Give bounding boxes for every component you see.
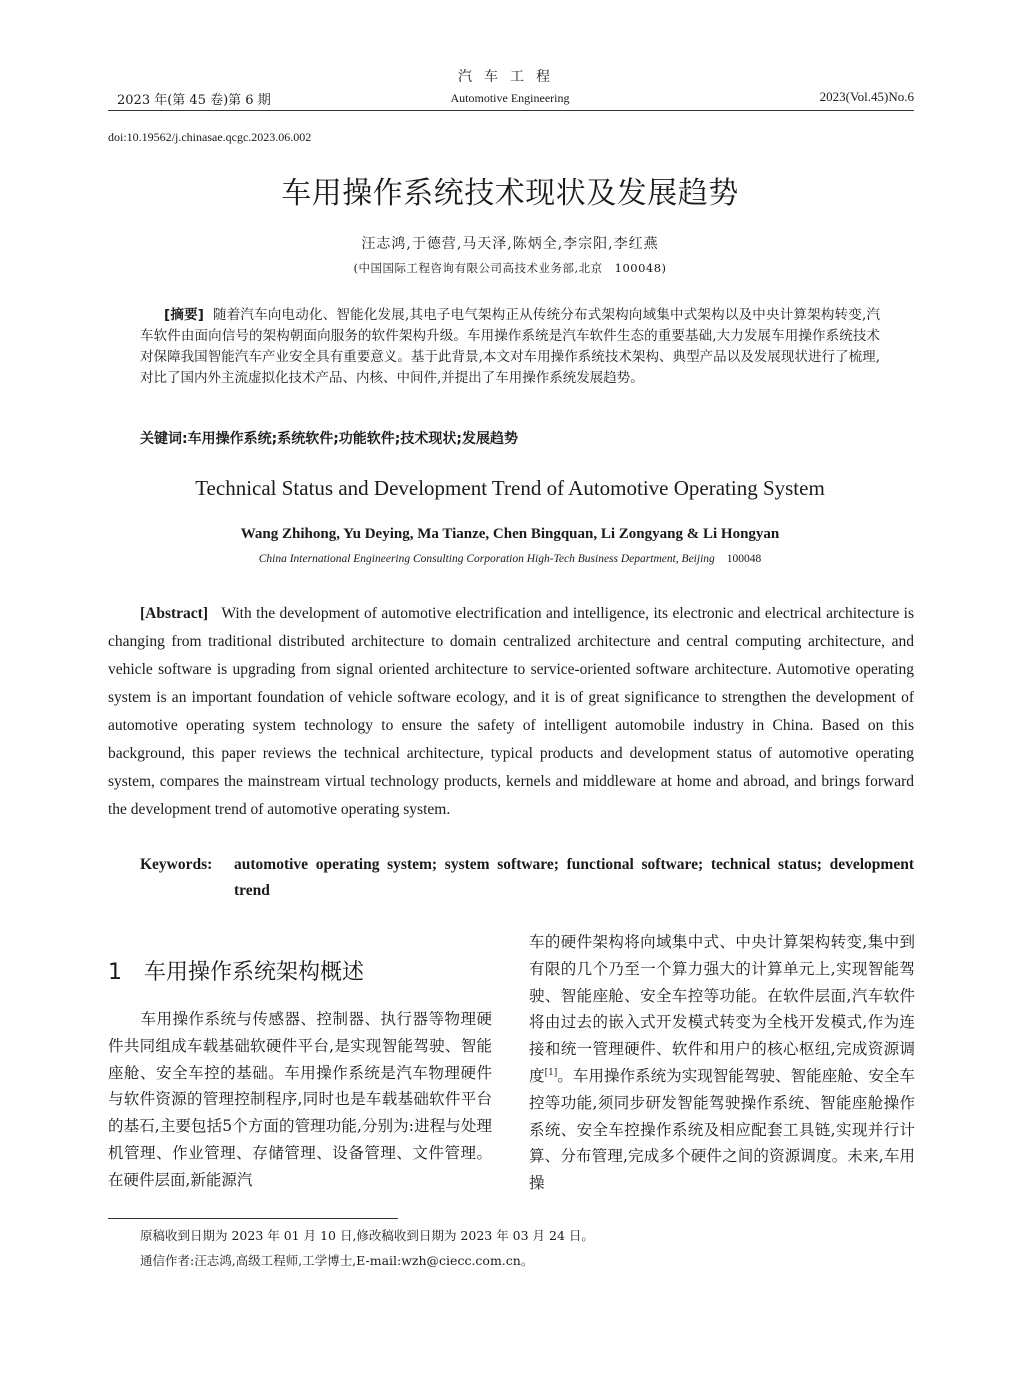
abstract-en [108,600,914,824]
body-column-left [108,1006,492,1194]
keywords-cn: 关键词:车用操作系统;系统软件;功能软件;技术现状;发展趋势 [140,431,518,447]
affiliation-cn: (中国国际工程咨询有限公司高技术业务部,北京 100048) [353,261,667,275]
keywords-en-text: automotive operating system; system software; functional software; technical status; development trend [234,856,914,899]
section-1-title: 车用操作系统架构概述 [144,960,365,985]
paper-title-cn: 车用操作系统技术现状及发展趋势 [281,176,739,211]
abstract-cn-label: [摘要] [164,307,204,323]
footnote-divider [108,1218,398,1219]
header-divider [108,110,914,111]
body-right-text-a: 车的硬件架构将向域集中式、中央计算架构转变,集中到有限的几个乃至一个算力强大的计算单元上,实现智能驾驶、智能座舱、安全车控等功能。在软件层面,汽车软件将由过去的嵌入式开发模式转变为全栈开发模式,作为连接和统一管理硬件、软件和用户的核心枢纽,完成资源调度 [529,933,915,1085]
abstract-cn [140,305,880,389]
body-column-right [529,929,915,1197]
paper-title-en: Technical Status and Development Trend of Automotive Operating System [195,476,825,500]
section-1-heading [108,955,364,986]
authors-en: Wang Zhihong, Yu Deying, Ma Tianze, Chen Bingquan, Li Zongyang & Li Hongyan [240,526,780,542]
affiliation-en-zip: 100048 [726,553,762,565]
issue-cn: 2023 年(第 45 卷)第 6 期 [117,93,271,108]
abstract-en-text: With the development of automotive electrification and intelligence, its electronic and electrical architecture is changing from traditional distributed architecture to domain centralized architecture and central computing architecture, and vehicle software is upgrading from signal oriented architecture to service-oriented software architecture. Automotive operating system is an important foundation of vehicle software ecology, and it is of great significance to strengthen the development of automotive operating system technology to ensure the safety of intelligent automobile industry in China. Based on this background, this paper reviews the technical architecture, typical products and development status of automotive operating system, compares the mainstream virtual technology products, kernels and middleware at home and abroad, and brings forward the development trend of automotive operating system. [108,605,915,818]
doi: doi:10.19562/j.chinasae.qcgc.2023.06.002 [108,130,312,144]
body-right-text-b: 。车用操作系统为实现智能驾驶、智能座舱、安全车控等功能,须同步研发智能驾驶操作系统、智能座舱操作系统、安全车控操作系统及相应配套工具链,实现并行计算、分布管理,完成多个硬件之间的资源调度。未来,车用操 [529,1066,915,1193]
abstract-en-label: [Abstract] [140,605,209,622]
keywords-en-label: Keywords: [140,856,213,873]
keywords-en [140,852,914,904]
footnote-received: 原稿收到日期为 2023 年 01 月 10 日,修改稿收到日期为 2023 年 03 月 24 日。 [140,1228,594,1243]
citation-1[interactable]: [1] [544,1067,558,1078]
journal-name-en: Automotive Engineering [450,91,570,105]
affiliation-en-text: China International Engineering Consulting Corporation High-Tech Business Department, Beijing [258,553,715,565]
section-1-number: 1 [108,960,122,985]
affiliation-en [0,553,1020,565]
authors-cn: 汪志鸿,于德营,马天泽,陈炳全,李宗阳,李红燕 [361,236,659,252]
issue-en: 2023(Vol.45)No.6 [819,89,914,104]
body-left-text: 车用操作系统与传感器、控制器、执行器等物理硬件共同组成车载基础软硬件平台,是实现智能驾驶、智能座舱、安全车控的基础。车用操作系统是汽车物理硬件与软件资源的管理控制程序,同时也是车载基础软件平台的基石,主要包括5个方面的管理功能,分别为:进程与处理机管理、作业管理、存储管理、设备管理、文件管理。在硬件层面,新能源汽 [108,1010,492,1189]
abstract-cn-text: 随着汽车向电动化、智能化发展,其电子电气架构正从传统分布式架构向域集中式架构以及中央计算架构转变,汽车软件由面向信号的架构朝面向服务的软件架构升级。车用操作系统是汽车软件生态的重要基础,大力发展车用操作系统技术对保障我国智能汽车产业安全具有重要意义。基于此背景,本文对车用操作系统技术架构、典型产品以及发展现状进行了梳理,对比了国内外主流虚拟化技术产品、内核、中间件,并提出了车用操作系统发展趋势。 [140,307,880,386]
footnote-corresponding: 通信作者:汪志鸿,高级工程师,工学博士,E-mail:wzh@ciecc.com.cn。 [140,1253,534,1268]
journal-name-cn: 汽车工程 [458,69,562,85]
